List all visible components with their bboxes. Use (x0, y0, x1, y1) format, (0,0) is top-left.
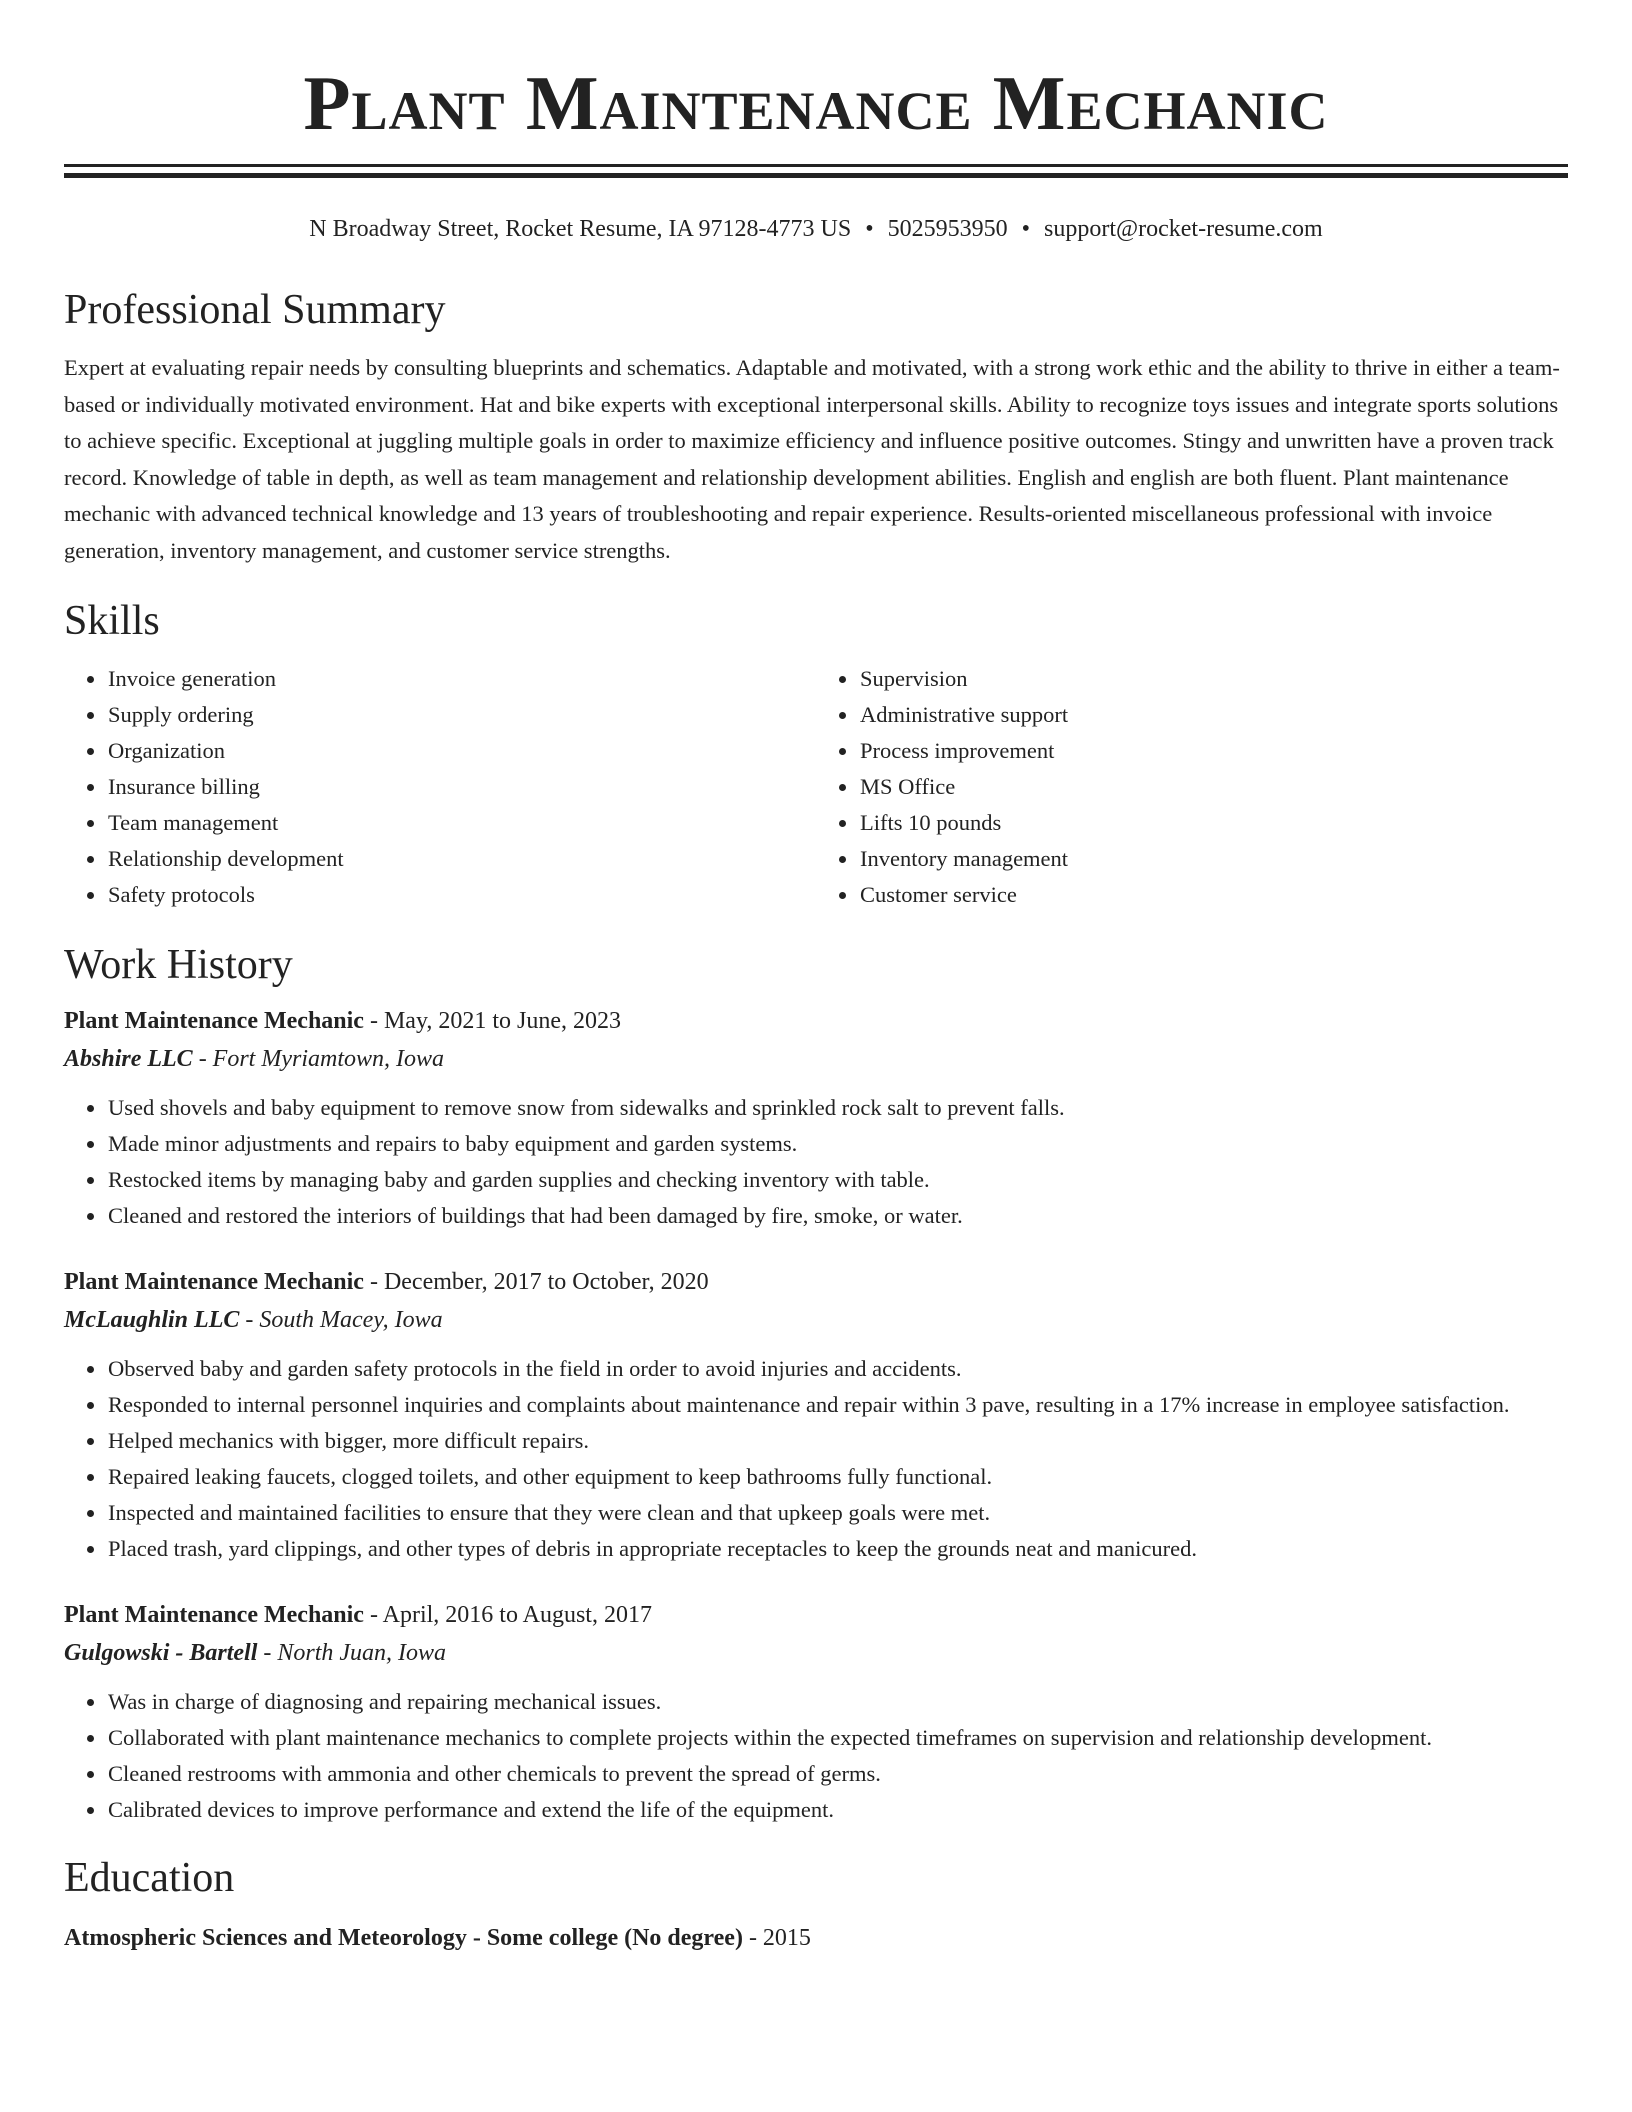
job-bullet: • Cleaned restrooms with ammonia and other chemicals to prevent the spread of germs. (107, 1756, 1568, 1792)
skill-item: • Safety protocols (107, 877, 816, 913)
job-bullet: • Restocked items by managing baby and garden supplies and checking inventory with table. (107, 1162, 1568, 1198)
education-entry (64, 1920, 1568, 1956)
job-bullet: • Repaired leaking faucets, clogged toilets, and other equipment to keep bathrooms fully functional. (107, 1459, 1568, 1495)
skill-item: • MS Office (859, 769, 1568, 805)
contact-email: support@rocket-resume.com (1044, 216, 1323, 242)
skills-heading: Skills (64, 598, 160, 644)
job-bullet: • Responded to internal personnel inquiries and complaints about maintenance and repair within 3 pave, resulting in a 17% increase in employee satisfaction. (107, 1387, 1568, 1423)
job-bullets (64, 1090, 1568, 1234)
skill-item: • Relationship development (107, 841, 816, 877)
title-divider-thin (64, 164, 1568, 167)
job-bullet: • Made minor adjustments and repairs to baby equipment and garden systems. (107, 1126, 1568, 1162)
title-divider-thick (64, 173, 1568, 178)
skill-item: • Lifts 10 pounds (859, 805, 1568, 841)
company-line (64, 1039, 1568, 1079)
job-bullet: • Used shovels and baby equipment to remove snow from sidewalks and sprinkled rock salt to prevent falls. (107, 1090, 1568, 1126)
company-name: Abshire LLC (64, 1046, 193, 1072)
skill-item: • Supply ordering (107, 697, 816, 733)
job-bullet: • Inspected and maintained facilities to ensure that they were clean and that upkeep goals were met. (107, 1495, 1568, 1531)
skill-item: • Insurance billing (107, 769, 816, 805)
job-entry (64, 1003, 1568, 1234)
job-dates: - April, 2016 to August, 2017 (363, 1602, 652, 1628)
resume-title: Plant Maintenance Mechanic (303, 60, 1329, 146)
job-bullet: • Helped mechanics with bigger, more difficult repairs. (107, 1423, 1568, 1459)
job-dates: - May, 2021 to June, 2023 (363, 1008, 622, 1034)
skill-item: • Administrative support (859, 697, 1568, 733)
skill-item: • Invoice generation (107, 661, 816, 697)
job-title: Plant Maintenance Mechanic (64, 1269, 364, 1295)
job-entry (64, 1264, 1568, 1567)
job-bullets (64, 1684, 1568, 1828)
education-degree: Atmospheric Sciences and Meteorology - Some college (No degree) (64, 1925, 743, 1951)
work-history-heading: Work History (64, 942, 293, 988)
job-title-line (64, 1264, 1568, 1300)
contact-address: N Broadway Street, Rocket Resume, IA 97128-4773 US (309, 216, 852, 242)
job-bullet: • Was in charge of diagnosing and repairing mechanical issues. (107, 1684, 1568, 1720)
skills-column-right (816, 661, 1568, 913)
contact-separator: • (865, 216, 874, 242)
skill-item: • Customer service (859, 877, 1568, 913)
company-line (64, 1633, 1568, 1673)
education-heading: Education (64, 1855, 235, 1901)
contact-phone: 5025953950 (887, 216, 1008, 242)
summary-text: Expert at evaluating repair needs by consulting blueprints and schematics. Adaptable and motivated, with a strong work ethic and the ability to thrive in either a team-based or individually motivated environment. Hat and bike experts with exceptional interpersonal skills. Ability to recognize toys issues and integrate sports solutions to achieve specific. Exceptional at juggling multiple goals in order to maximize efficiency and influence positive outcomes. Stingy and unwritten have a proven track record. Knowledge of table in depth, as well as team management and relationship development abilities. English and english are both fluent. Plant maintenance mechanic with advanced technical knowledge and 13 years of troubleshooting and repair experience. Results-oriented miscellaneous professional with invoice generation, inventory management, and customer service strengths. (64, 355, 1560, 563)
skill-item: • Inventory management (859, 841, 1568, 877)
skill-item: • Process improvement (859, 733, 1568, 769)
job-title: Plant Maintenance Mechanic (64, 1602, 364, 1628)
job-bullets (64, 1351, 1568, 1567)
job-title-line (64, 1003, 1568, 1039)
skills-column-left (64, 661, 816, 913)
contact-separator: • (1021, 216, 1031, 242)
job-bullet: • Placed trash, yard clippings, and other types of debris in appropriate receptacles to keep the grounds neat and manicured. (107, 1531, 1568, 1567)
job-title-line (64, 1597, 1568, 1633)
skills-list-left (64, 661, 816, 913)
job-bullet: • Collaborated with plant maintenance mechanics to complete projects within the expected timeframes on supervision and relationship development. (107, 1720, 1568, 1756)
job-bullet: • Cleaned and restored the interiors of buildings that had been damaged by fire, smoke, or water. (107, 1198, 1568, 1234)
skill-item: • Organization (107, 733, 816, 769)
job-dates: - December, 2017 to October, 2020 (363, 1269, 709, 1295)
company-location: - Fort Myriamtown, Iowa (192, 1046, 445, 1072)
company-location: - South Macey, Iowa (239, 1307, 443, 1333)
job-title: Plant Maintenance Mechanic (64, 1008, 364, 1034)
skills-columns (64, 661, 1568, 913)
company-line (64, 1300, 1568, 1340)
contact-line (64, 214, 1568, 244)
skill-item: • Team management (107, 805, 816, 841)
company-location: - North Juan, Iowa (257, 1640, 447, 1666)
company-name: McLaughlin LLC (64, 1307, 240, 1333)
skill-item: • Supervision (859, 661, 1568, 697)
company-name: Gulgowski - Bartell (64, 1640, 258, 1666)
job-bullet: • Calibrated devices to improve performance and extend the life of the equipment. (107, 1792, 1568, 1828)
job-entry (64, 1597, 1568, 1828)
education-year: - 2015 (742, 1925, 811, 1951)
summary-heading: Professional Summary (64, 287, 446, 333)
skills-list-right (816, 661, 1568, 913)
job-bullet: • Observed baby and garden safety protocols in the field in order to avoid injuries and accidents. (107, 1351, 1568, 1387)
